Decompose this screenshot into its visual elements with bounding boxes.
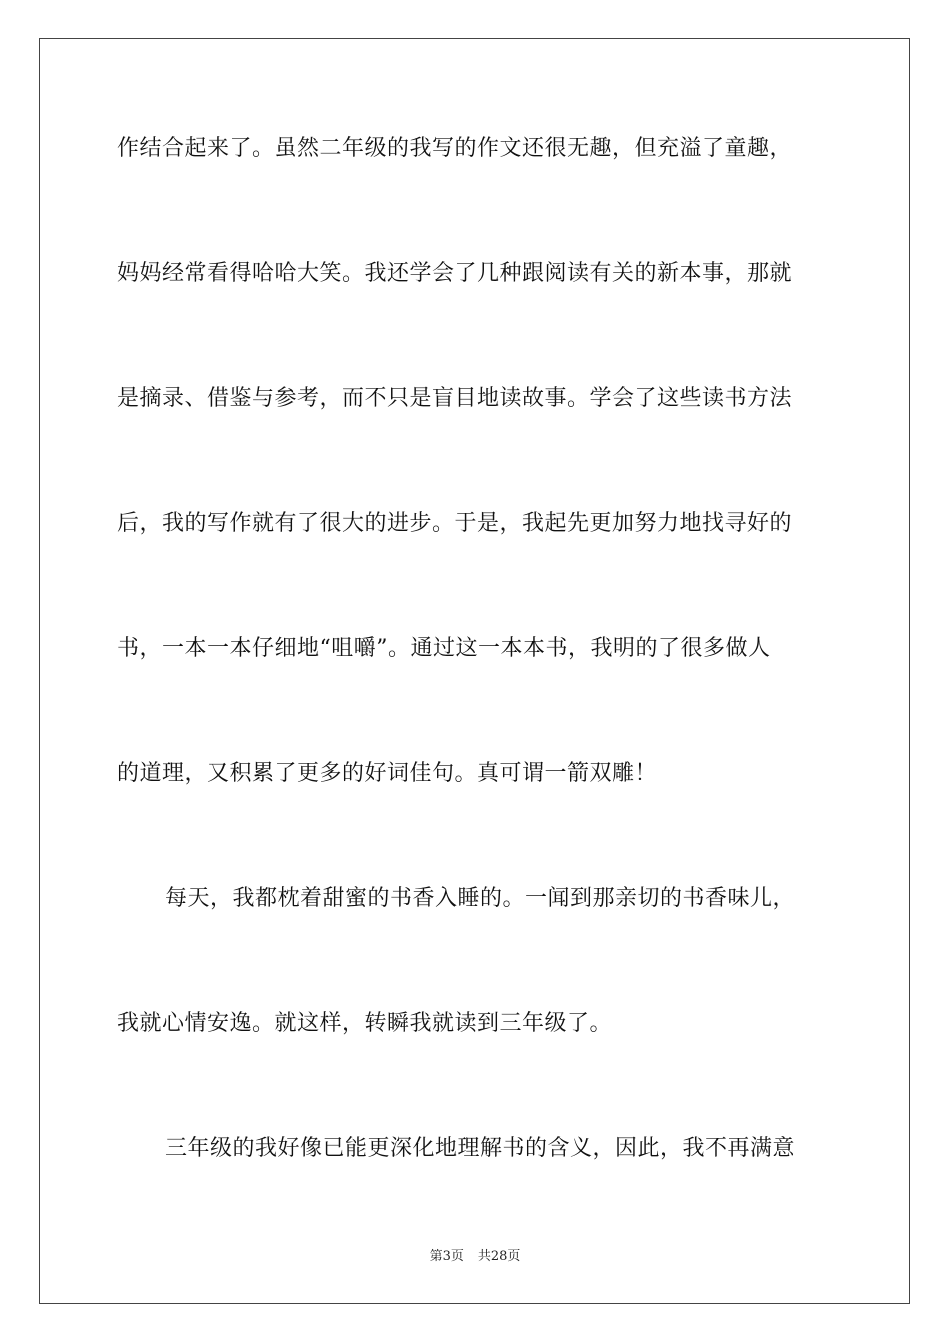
text-line-4: 后，我的写作就有了很大的进步。于是，我起先更加努力地找寻好的 xyxy=(117,511,793,536)
text-line-8: 我就心情安逸。就这样，转瞬我就读到三年级了。 xyxy=(117,1011,613,1036)
text-line-9: 三年级的我好像已能更深化地理解书的含义，因此，我不再满意 xyxy=(165,1136,796,1161)
text-line-5: 书，一本一本仔细地“咀嚼”。通过这一本本书，我明的了很多做人 xyxy=(117,636,771,661)
text-line-6: 的道理，又积累了更多的好词佳句。真可谓一箭双雕！ xyxy=(117,761,658,786)
page-footer xyxy=(0,1248,950,1266)
page-border xyxy=(39,38,910,1304)
text-line-7: 每天，我都枕着甜蜜的书香入睡的。一闻到那亲切的书香味儿， xyxy=(165,886,796,911)
text-line-1: 作结合起来了。虽然二年级的我写的作文还很无趣，但充溢了童趣， xyxy=(117,136,793,161)
text-line-3: 是摘录、借鉴与参考，而不只是盲目地读故事。学会了这些读书方法 xyxy=(117,386,793,411)
text-line-2: 妈妈经常看得哈哈大笑。我还学会了几种跟阅读有关的新本事，那就 xyxy=(117,261,793,286)
page-number: 第3页 xyxy=(429,1249,464,1264)
total-pages: 共28页 xyxy=(477,1249,521,1264)
